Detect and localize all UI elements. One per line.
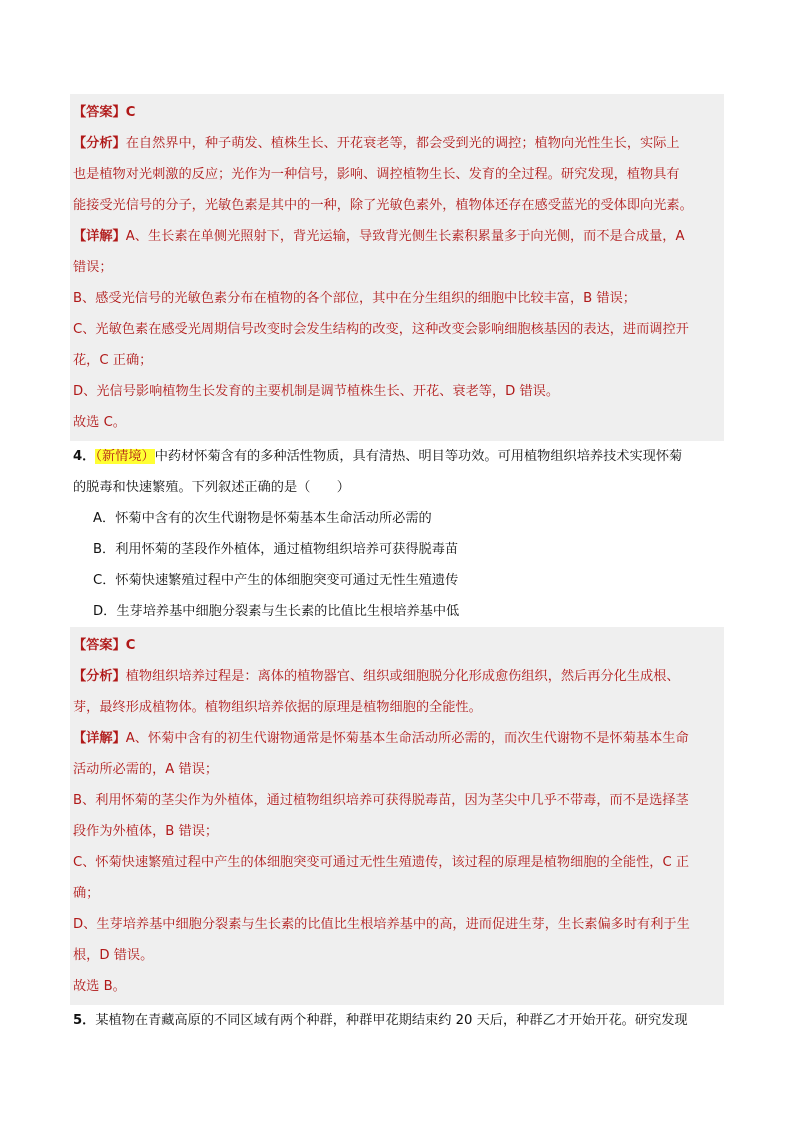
q4-answer-line — [73, 630, 722, 661]
q4-detail-line: 根，D 错误。 — [73, 948, 154, 963]
q4-detail-line: C、怀菊快速繁殖过程中产生的体细胞突变可通过无性生殖遗传，该过程的原理是植物细胞的全能性，C 正 — [73, 855, 690, 870]
analysis-label: 【分析】 — [73, 136, 126, 151]
option-d: D．生芽培养基中细胞分裂素与生长素的比值比生根培养基中低 — [93, 604, 460, 619]
q4-detail-line: B、利用怀菊的茎尖作为外植体，通过植物组织培养可获得脱毒苗，因为茎尖中几乎不带毒，而不是选择茎 — [73, 793, 689, 808]
q5-stem-line — [73, 1005, 722, 1036]
detail-text: A、怀菊中含有的初生代谢物通常是怀菊基本生命活动所必需的，而次生代谢物不是怀菊基本生命 — [125, 731, 689, 746]
q3-solution-block — [70, 94, 724, 441]
answer-label: 【答案】 — [73, 638, 126, 653]
q5-question — [70, 1005, 724, 1036]
q4-analysis-line — [73, 661, 722, 692]
q4-analysis-line: 芽，最终形成植物体。植物组织培养依据的原理是植物细胞的全能性。 — [73, 700, 482, 715]
q4-detail-line: D、生芽培养基中细胞分裂素与生长素的比值比生根培养基中的高，进而促进生芽，生长素偏多时有利于生 — [73, 917, 690, 932]
q3-analysis-line — [73, 128, 722, 159]
detail-label: 【详解】 — [73, 229, 126, 244]
q4-solution-block — [70, 627, 724, 1005]
option-b: B．利用怀菊的茎段作外植体，通过植物组织培养可获得脱毒苗 — [93, 542, 459, 557]
q4-stem-line — [73, 441, 722, 472]
stem-text: 中药材怀菊含有的多种活性物质，具有清热、明目等功效。可用植物组织培养技术实现怀菊 — [154, 449, 683, 464]
analysis-label: 【分析】 — [73, 669, 126, 684]
q3-analysis-line: 也是植物对光刺激的反应；光作为一种信号，影响、调控植物生长、发育的全过程。研究发现，植物具有 — [73, 167, 680, 182]
new-context-tag: （新情境） — [95, 449, 155, 464]
q4-stem-line: 的脱毒和快速繁殖。下列叙述正确的是（ ） — [73, 480, 350, 495]
q3-conclusion: 故选 C。 — [73, 415, 126, 430]
question-number: 5． — [73, 1013, 96, 1028]
q3-answer-line — [73, 97, 722, 128]
q4-detail-line: 确； — [73, 886, 100, 901]
option-c: C．怀菊快速繁殖过程中产生的体细胞突变可通过无性生殖遗传 — [93, 573, 459, 588]
q3-detail-line — [73, 221, 722, 252]
q4-conclusion: 故选 B。 — [73, 979, 126, 994]
q4-detail-line — [73, 723, 722, 754]
q3-detail-line: B、感受光信号的光敏色素分布在植物的各个部位，其中在分生组织的细胞中比较丰富，B 错误； — [73, 291, 636, 306]
answer-value: C — [125, 638, 136, 653]
stem-text: 某植物在青藏高原的不同区域有两个种群，种群甲花期结束约 20 天后，种群乙才开始开花。研究发现 — [95, 1013, 688, 1028]
answer-value: C — [125, 105, 136, 120]
page-content — [70, 94, 724, 1036]
q3-detail-line: 错误； — [73, 260, 113, 275]
detail-label: 【详解】 — [73, 731, 126, 746]
q3-detail-line: 花，C 正确； — [73, 353, 153, 368]
option-a: A．怀菊中含有的次生代谢物是怀菊基本生命活动所必需的 — [93, 511, 432, 526]
analysis-text: 在自然界中，种子萌发、植株生长、开花衰老等，都会受到光的调控；植物向光性生长，实际上 — [125, 136, 680, 151]
q4-detail-line: 段作为外植体，B 错误； — [73, 824, 219, 839]
q3-detail-line: D、光信号影响植物生长发育的主要机制是调节植株生长、开花、衰老等，D 错误。 — [73, 384, 560, 399]
q3-analysis-line: 能接受光信号的分子，光敏色素是其中的一种，除了光敏色素外，植物体还存在感受蓝光的受体即向光素。 — [73, 198, 693, 213]
detail-text: A、生长素在单侧光照射下，背光运输，导致背光侧生长素积累量多于向光侧，而不是合成量，A — [125, 229, 685, 244]
analysis-text: 植物组织培养过程是：离体的植物器官、组织或细胞脱分化形成愈伤组织，然后再分化生成根、 — [125, 669, 680, 684]
answer-label: 【答案】 — [73, 105, 126, 120]
question-number: 4． — [73, 449, 96, 464]
q3-detail-line: C、光敏色素在感受光周期信号改变时会发生结构的改变，这种改变会影响细胞核基因的表达，进而调控开 — [73, 322, 689, 337]
q4-question — [70, 441, 724, 627]
q4-detail-line: 活动所必需的，A 错误； — [73, 762, 219, 777]
